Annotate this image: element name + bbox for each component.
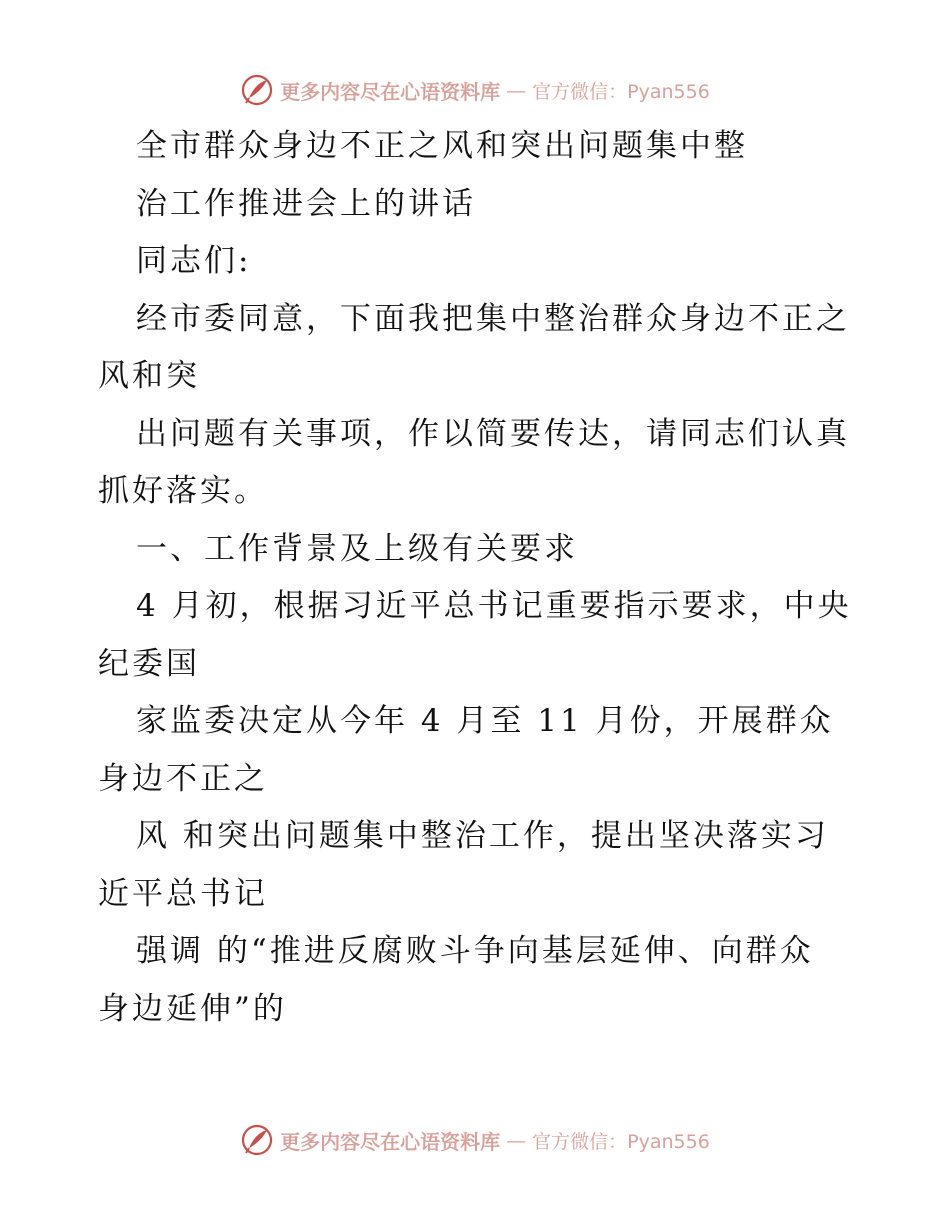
feather-pen-logo-icon	[240, 73, 274, 107]
feather-pen-logo-icon	[240, 1123, 274, 1157]
section-heading: 一、工作背景及上级有关要求	[136, 530, 578, 567]
salutation: 同志们:	[136, 243, 252, 279]
paragraph-line: 身边不正之	[98, 760, 268, 797]
watermark-site-text: 更多内容尽在心语资料库	[280, 79, 501, 104]
watermark-wechat-text: 官方微信：Pyan556	[532, 1130, 710, 1153]
paragraph-line: 出问题有关事项，作以简要传达，请同志们认真	[136, 415, 850, 452]
paragraph-line: 经市委同意，下面我把集中整治群众身边不正之	[136, 300, 850, 337]
paragraph-line: 近平总书记	[98, 875, 268, 912]
title-line-1: 全市群众身边不正之风和突出问题集中整	[136, 128, 748, 164]
watermark-footer	[0, 1120, 950, 1160]
paragraph-line: 强调 的“推进反腐败斗争向基层延伸、向群众	[136, 933, 814, 969]
watermark-separator: —	[506, 1128, 527, 1152]
document-body	[98, 118, 858, 1038]
watermark-wechat-text: 官方微信：Pyan556	[532, 80, 710, 103]
watermark-header	[0, 70, 950, 110]
paragraph-line: 风和突	[98, 358, 200, 394]
watermark-site-text: 更多内容尽在心语资料库	[280, 1129, 501, 1154]
title-line-2: 治工作推进会上的讲话	[136, 185, 476, 222]
paragraph-line: 家监委决定从今年 4 月至 11 月份，开展群众	[136, 703, 834, 739]
paragraph-line: 风 和突出问题集中整治工作，提出坚决落实习	[136, 818, 829, 854]
paragraph-line: 抓好落实。	[98, 473, 268, 509]
paragraph-line: 身边延伸”的	[98, 990, 287, 1027]
watermark-separator: —	[506, 78, 527, 102]
paragraph-line: 4 月初，根据习近平总书记重要指示要求，中央	[136, 588, 852, 624]
paragraph-line: 纪委国	[98, 645, 200, 682]
